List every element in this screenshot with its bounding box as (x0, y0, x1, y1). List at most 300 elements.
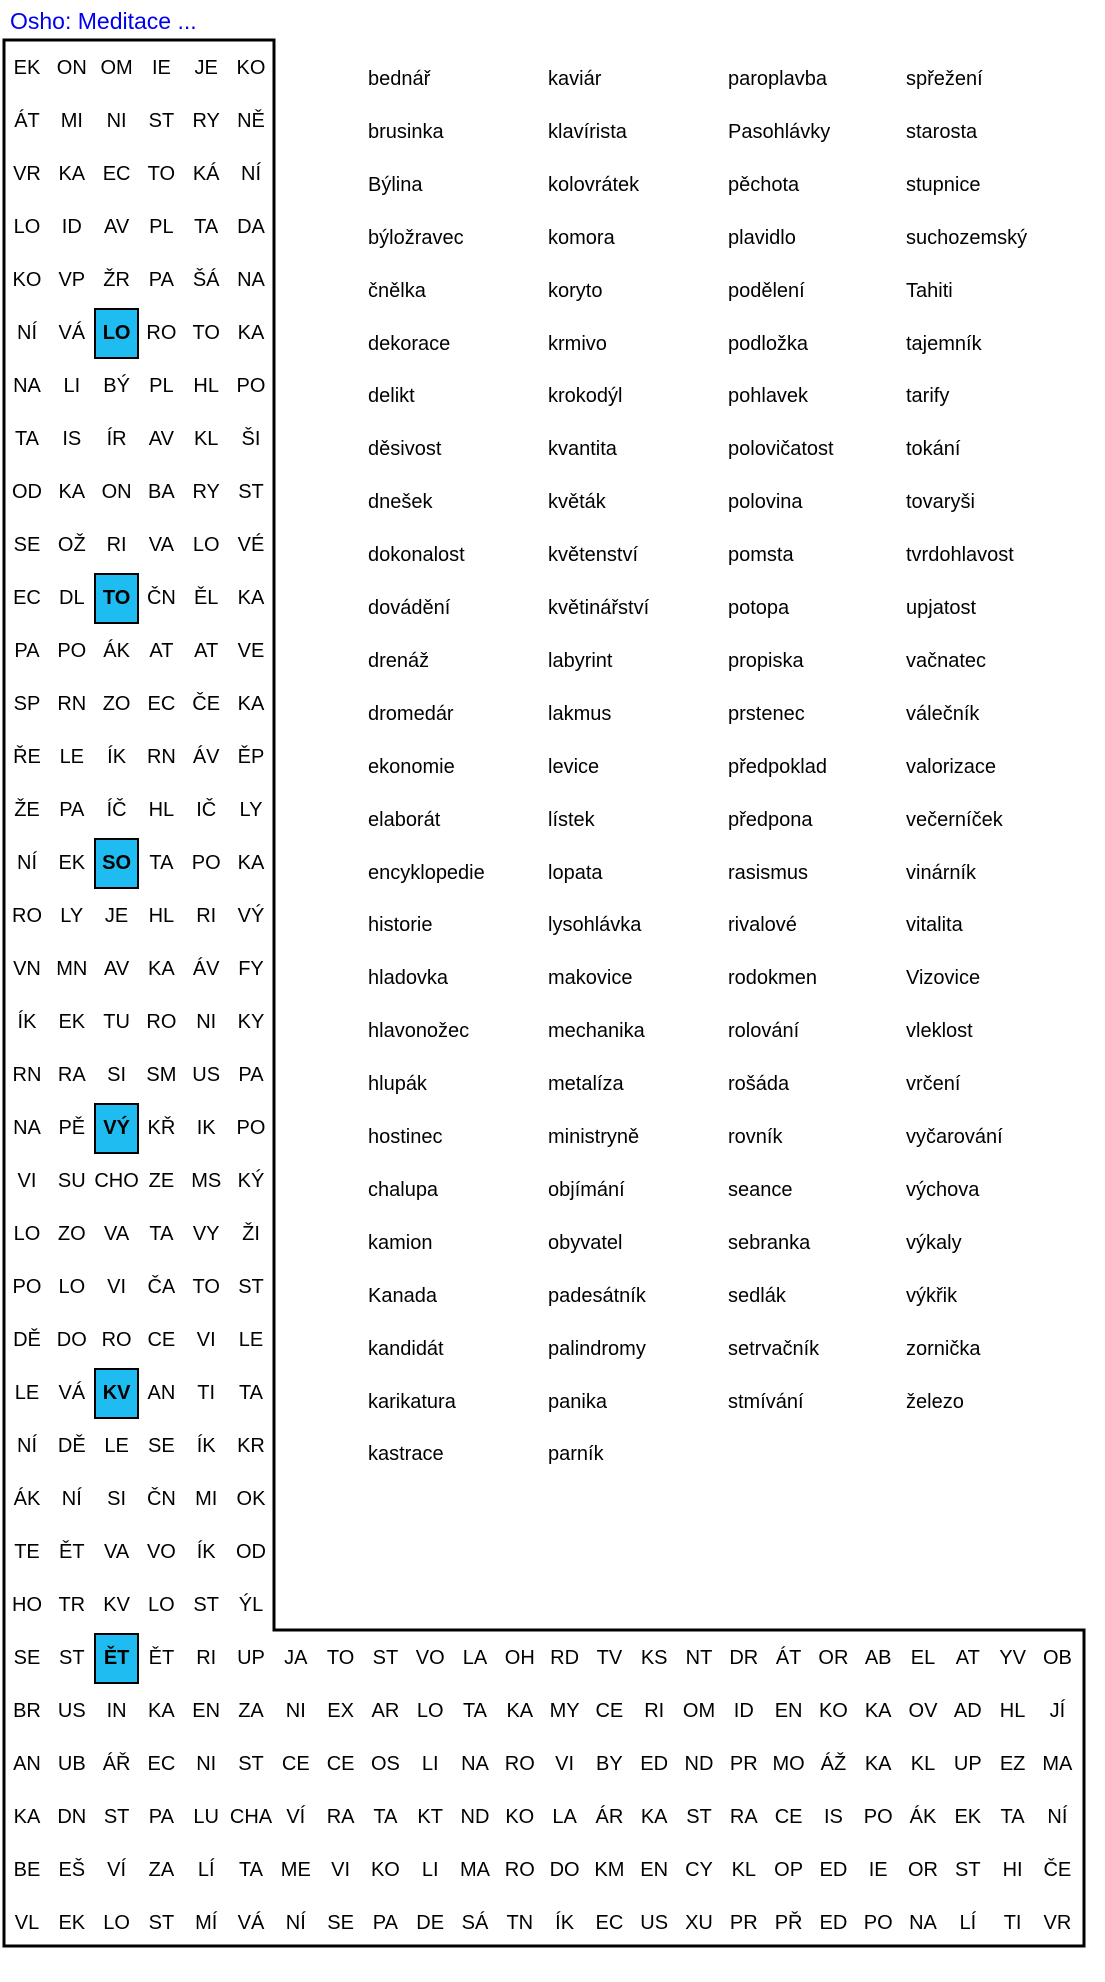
grid-cell: MY (549, 1699, 580, 1722)
word-item: lysohlávka (548, 914, 642, 937)
grid-cell: ND (684, 1752, 714, 1775)
grid-cell: SÁ (461, 1911, 489, 1934)
word-item: výkaly (906, 1231, 962, 1254)
word-item: klavírista (548, 120, 627, 143)
grid-cell: ZA (238, 1699, 264, 1722)
word-item: ministryně (548, 1126, 640, 1148)
word-item: historie (368, 914, 433, 937)
grid-cell: TA (238, 1381, 264, 1404)
grid-cell: EK (58, 1010, 86, 1033)
word-item: delikt (368, 385, 415, 408)
grid-cell: KS (640, 1646, 668, 1669)
grid-cell: OŽ (57, 533, 86, 556)
word-item: kvantita (548, 438, 617, 461)
grid-cell: KL (910, 1752, 936, 1775)
grid-cell: ČE (192, 692, 221, 715)
grid-cell: NA (13, 374, 41, 397)
word-item: starosta (906, 120, 978, 143)
word-item: hlupák (368, 1073, 427, 1096)
grid-cell: ÁT (775, 1646, 802, 1669)
grid-cell: DO (549, 1858, 580, 1881)
grid-cell: ST (59, 1646, 85, 1669)
grid-cell: KA (58, 162, 86, 185)
grid-cell: US (640, 1911, 669, 1934)
grid-cell: TO (94, 573, 139, 624)
word-item: tovaryši (906, 491, 975, 514)
grid-cell: ÁŽ (820, 1752, 847, 1775)
grid-cell: AV (103, 215, 130, 238)
word-item: krokodýl (548, 385, 623, 408)
grid-cell: EC (595, 1911, 624, 1934)
grid-cell: BR (13, 1699, 41, 1722)
word-item: brusinka (368, 120, 444, 143)
word-item: dnešek (368, 491, 433, 514)
grid-cell: PA (148, 1805, 174, 1828)
grid-cell: PA (14, 639, 40, 662)
word-item: potopa (728, 597, 790, 619)
grid-cell: LO (13, 1222, 41, 1245)
grid-cell: SE (327, 1911, 354, 1934)
word-item: suchozemský (906, 226, 1028, 249)
grid-cell: RY (192, 109, 220, 132)
grid-cell: RD (550, 1646, 580, 1669)
grid-cell: US (192, 1063, 221, 1086)
grid-cell: VL (14, 1911, 40, 1934)
grid-cell: ZA (148, 1858, 175, 1881)
grid-cell: RO (101, 1328, 132, 1351)
grid-cell: TO (192, 1275, 220, 1298)
word-item: encyklopedie (368, 861, 485, 884)
word-item: květinářství (548, 597, 650, 619)
grid-cell: ĚP (237, 745, 265, 768)
grid-cell: ÁV (192, 957, 220, 980)
grid-cell: DN (57, 1805, 87, 1828)
word-item: stmívání (728, 1390, 804, 1413)
grid-cell: ÍK (107, 745, 127, 768)
grid-cell: RO (504, 1752, 535, 1775)
word-item: ekonomie (368, 755, 455, 778)
grid-cell: LO (192, 533, 220, 556)
word-item: lakmus (548, 702, 612, 725)
grid-cell: KA (237, 692, 265, 715)
word-item: předpona (728, 808, 813, 831)
grid-cell: SP (13, 692, 41, 715)
grid-cell: TN (506, 1911, 534, 1934)
grid-cell: VÉ (237, 533, 265, 556)
grid-cell: KA (864, 1752, 892, 1775)
grid-cell: ÝL (238, 1593, 264, 1616)
word-item: večerníček (906, 808, 1003, 831)
grid-cell: KO (818, 1699, 848, 1722)
grid-cell: KO (370, 1858, 400, 1881)
word-item: krmivo (548, 332, 607, 355)
word-item: hostinec (368, 1126, 443, 1148)
grid-cell: VA (103, 1540, 130, 1563)
grid-cell: ŠI (241, 427, 261, 450)
word-item: rošáda (728, 1073, 790, 1096)
grid-cell: NÍ (241, 162, 261, 185)
grid-cell: NÍ (285, 1911, 306, 1934)
grid-cell: LE (59, 745, 85, 768)
grid-cell: DL (59, 586, 85, 609)
grid-cell: VO (415, 1646, 445, 1669)
grid-cell: RA (729, 1805, 758, 1828)
word-item: drenáž (368, 649, 430, 672)
grid-cell: TE (14, 1540, 40, 1563)
grid-cell: MA (460, 1858, 490, 1881)
word-item: chalupa (368, 1178, 439, 1201)
grid-cell: EC (147, 692, 176, 715)
word-item: objímání (548, 1178, 625, 1201)
grid-cell: LO (13, 215, 41, 238)
grid-cell: ST (238, 1752, 264, 1775)
grid-cell: SU (57, 1169, 86, 1192)
grid-cell: KŘ (147, 1116, 176, 1139)
grid-cell: MN (56, 957, 88, 980)
word-item: vrčení (906, 1073, 961, 1096)
grid-cell: UP (237, 1646, 265, 1669)
word-item: kamion (368, 1231, 433, 1254)
word-item: levice (548, 755, 600, 778)
grid-cell: ÁK (103, 639, 130, 662)
word-item: propiska (728, 649, 804, 672)
word-item: pomsta (728, 544, 794, 567)
word-item: vyčarování (906, 1126, 1003, 1148)
grid-cell: LO (416, 1699, 444, 1722)
grid-cell: NI (106, 109, 127, 132)
grid-cell: ÁK (13, 1487, 41, 1510)
grid-cell: TI (1003, 1911, 1022, 1934)
grid-cell: KA (237, 586, 265, 609)
grid-cell: TV (596, 1646, 623, 1669)
grid-cell: EC (102, 162, 131, 185)
word-item: zornička (906, 1337, 981, 1360)
grid-cell: RN (146, 745, 176, 768)
grid-cell: IS (823, 1805, 843, 1828)
grid-cell: MA (1042, 1752, 1073, 1775)
grid-cell: HL (148, 798, 175, 821)
grid-cell: EK (954, 1805, 982, 1828)
grid-cell: RI (644, 1699, 665, 1722)
grid-cell: PR (729, 1752, 758, 1775)
grid-cell: ST (955, 1858, 981, 1881)
grid-cell: ED (819, 1858, 848, 1881)
grid-cell: OM (100, 56, 133, 79)
grid-cell: IE (868, 1858, 888, 1881)
word-item: karikatura (368, 1390, 456, 1413)
grid-cell: XU (685, 1911, 713, 1934)
grid-cell: US (57, 1699, 86, 1722)
grid-cell: VE (237, 639, 265, 662)
grid-cell: KV (103, 1593, 130, 1616)
grid-cell: JE (194, 56, 218, 79)
grid-cell: ZO (57, 1222, 86, 1245)
grid-cell: UB (57, 1752, 86, 1775)
grid-cell: PA (372, 1911, 398, 1934)
word-item: parník (548, 1443, 604, 1466)
grid-cell: LE (104, 1434, 129, 1457)
grid-cell: RO (146, 1010, 177, 1033)
grid-cell: LO (94, 308, 139, 359)
grid-cell: OP (774, 1858, 804, 1881)
grid-cell: NA (461, 1752, 489, 1775)
grid-cell: NI (285, 1699, 306, 1722)
grid-cell: LE (14, 1381, 40, 1404)
grid-cell: EC (13, 586, 41, 609)
grid-cell: ST (686, 1805, 712, 1828)
grid-cell: VÝ (237, 904, 265, 927)
word-item: padesátník (548, 1284, 646, 1307)
grid-cell: CHO (94, 1169, 139, 1192)
grid-cell: PŘ (774, 1911, 803, 1934)
grid-cell: PL (149, 215, 174, 238)
grid-cell: LE (238, 1328, 264, 1351)
grid-cell: TR (58, 1593, 86, 1616)
grid-cell: NA (237, 268, 265, 291)
grid-cell: JA (284, 1646, 308, 1669)
word-item: palindromy (548, 1337, 646, 1360)
grid-cell: VA (148, 533, 174, 556)
grid-cell: AV (103, 957, 130, 980)
word-item: rodokmen (728, 967, 817, 990)
grid-cell: VÍ (107, 1858, 127, 1881)
grid-cell: LY (60, 904, 84, 927)
grid-cell: PO (12, 1275, 42, 1298)
word-item: spřežení (906, 68, 983, 90)
grid-cell: AT (194, 639, 219, 662)
grid-cell: ČN (146, 1487, 176, 1510)
grid-cell: DE (416, 1911, 445, 1934)
word-item: kaviár (548, 68, 602, 90)
grid-cell: ME (280, 1858, 311, 1881)
grid-cell: AN (13, 1752, 41, 1775)
word-item: rovník (728, 1126, 783, 1148)
grid-cell: TA (149, 1222, 174, 1245)
grid-cell: DR (729, 1646, 759, 1669)
grid-cell: LU (193, 1805, 219, 1828)
grid-cell: ST (238, 480, 264, 503)
grid-cell: IK (196, 1116, 216, 1139)
grid-cell: OR (908, 1858, 938, 1881)
word-item: rivalové (728, 914, 797, 937)
grid-cell: LÍ (197, 1858, 215, 1881)
grid-cell: RO (504, 1858, 535, 1881)
grid-cell: ÁV (192, 745, 220, 768)
grid-cell: VI (17, 1169, 37, 1192)
grid-cell: ZE (148, 1169, 175, 1192)
word-item: rolování (728, 1020, 800, 1043)
grid-cell: JÍ (1049, 1699, 1066, 1722)
grid-cell: VÍ (286, 1805, 306, 1828)
puzzle-title: Osho: Meditace ... (10, 8, 197, 34)
grid-cell: BE (13, 1858, 41, 1881)
grid-cell: NI (196, 1010, 217, 1033)
grid-cell: ÍK (17, 1010, 37, 1033)
grid-cell: KR (237, 1434, 265, 1457)
grid-cell: TA (14, 427, 40, 450)
grid-cell: MS (191, 1169, 222, 1192)
word-item: dovádění (368, 597, 451, 619)
word-item: plavidlo (728, 226, 796, 249)
grid-cell: NÍ (61, 1487, 82, 1510)
grid-cell: ÁK (909, 1805, 937, 1828)
grid-cell: ŽE (14, 798, 40, 821)
grid-cell: ND (460, 1805, 490, 1828)
grid-cell: RA (326, 1805, 355, 1828)
word-item: metalíza (548, 1073, 624, 1096)
grid-cell: AB (864, 1646, 892, 1669)
grid-cell: PA (148, 268, 174, 291)
word-item: prstenec (728, 702, 805, 725)
grid-cell: VÁ (237, 1911, 265, 1934)
grid-cell: VÁ (58, 1381, 86, 1404)
grid-cell: IN (106, 1699, 127, 1722)
grid-cell: EK (13, 56, 41, 79)
word-item: děsivost (368, 438, 442, 461)
word-item: Vizovice (906, 967, 981, 990)
grid-cell: OR (818, 1646, 849, 1669)
grid-cell: BY (596, 1752, 623, 1775)
grid-cell: AT (149, 639, 174, 662)
word-item: hladovka (368, 967, 449, 990)
grid-cell: KL (731, 1858, 757, 1881)
word-item: železo (906, 1390, 964, 1413)
grid-cell: ON (101, 480, 132, 503)
grid-cell: AV (148, 427, 174, 450)
grid-cell: KA (506, 1699, 534, 1722)
grid-cell: ÍR (106, 427, 127, 450)
grid-cell: OS (370, 1752, 400, 1775)
grid-cell: NÍ (17, 321, 37, 344)
grid-cell: RY (192, 480, 220, 503)
grid-cell: TU (103, 1010, 130, 1033)
grid-cell: SE (148, 1434, 175, 1457)
grid-cell: RN (12, 1063, 42, 1086)
grid-cell: LA (552, 1805, 577, 1828)
grid-cell: PO (863, 1805, 893, 1828)
grid-cell: OM (682, 1699, 716, 1722)
grid-cell: TA (462, 1699, 488, 1722)
grid-cell: ĚT (148, 1646, 175, 1669)
grid-cell: PO (863, 1911, 893, 1934)
grid-cell: KO (12, 268, 42, 291)
grid-cell: ĚL (193, 586, 219, 609)
grid-cell: RI (106, 533, 127, 556)
grid-cell: KA (148, 1699, 175, 1722)
grid-cell: KA (58, 480, 86, 503)
grid-cell: VO (146, 1540, 176, 1563)
grid-cell: VÁ (58, 321, 86, 344)
grid-cell: KA (13, 1805, 41, 1828)
grid-cell: SE (13, 533, 41, 556)
grid-cell: PR (729, 1911, 758, 1934)
grid-cell: DĚ (57, 1434, 86, 1457)
word-item: valorizace (906, 755, 997, 778)
word-item: upjatost (906, 597, 977, 619)
word-item: tvrdohlavost (906, 544, 1014, 567)
grid-cell: RO (12, 904, 42, 927)
grid-cell: MÍ (195, 1911, 218, 1934)
word-item: setrvačník (728, 1337, 820, 1360)
grid-cell: VI (331, 1858, 351, 1881)
grid-cell: LO (103, 1911, 130, 1934)
word-item: vleklost (906, 1020, 973, 1043)
word-item: labyrint (548, 649, 613, 672)
grid-cell: ST (238, 1275, 264, 1298)
grid-cell: ŠÁ (192, 268, 220, 291)
grid-cell: CE (595, 1699, 624, 1722)
word-item: bednář (368, 68, 431, 90)
grid-cell: KÝ (237, 1169, 265, 1192)
word-item: seance (728, 1178, 793, 1201)
word-item: válečník (906, 702, 980, 725)
word-item: lístek (548, 808, 595, 831)
word-item: koryto (548, 279, 603, 302)
word-item: dromedár (368, 702, 454, 725)
grid-cell: CE (326, 1752, 355, 1775)
grid-cell: RO (146, 321, 177, 344)
word-item: Býlina (368, 173, 423, 196)
word-item: paroplavba (728, 68, 827, 90)
word-item: květenství (548, 544, 639, 567)
grid-cell: ID (61, 215, 82, 238)
grid-cell: CE (281, 1752, 310, 1775)
word-item: výkřik (906, 1284, 958, 1307)
grid-cell: LI (421, 1858, 439, 1881)
word-item: polovičatost (728, 438, 834, 461)
grid-cell: DO (56, 1328, 87, 1351)
grid-cell: EK (58, 851, 86, 874)
grid-cell: KY (237, 1010, 265, 1033)
grid-cell: SM (146, 1063, 177, 1086)
grid-cell: ČE (1043, 1858, 1072, 1881)
grid-cell: LI (421, 1752, 439, 1775)
grid-cell: ÁT (14, 109, 40, 132)
grid-cell: NI (196, 1752, 217, 1775)
grid-cell: KA (864, 1699, 892, 1722)
grid-cell: RI (196, 1646, 217, 1669)
word-item: panika (548, 1390, 607, 1413)
grid-cell: NT (685, 1646, 713, 1669)
grid-cell: PL (149, 374, 174, 397)
grid-cell: ID (733, 1699, 754, 1722)
grid-cell: VR (1043, 1911, 1072, 1934)
grid-cell: ĚT (59, 1540, 85, 1563)
grid-cell: KV (94, 1368, 139, 1419)
grid-cell: OK (236, 1487, 266, 1510)
word-item: elaborát (368, 808, 441, 831)
grid-cell: VI (555, 1752, 575, 1775)
grid-cell: PA (59, 798, 85, 821)
word-item: sebranka (728, 1231, 811, 1254)
word-item: dekorace (368, 332, 451, 355)
grid-cell: DĚ (13, 1328, 41, 1351)
grid-cell: KA (237, 321, 265, 344)
word-item: podělení (728, 279, 805, 302)
grid-cell: EN (640, 1858, 669, 1881)
grid-cell: VP (58, 268, 86, 291)
grid-cell: SI (107, 1487, 127, 1510)
word-item: komora (548, 226, 615, 249)
grid-cell: KA (148, 957, 175, 980)
grid-cell: ST (148, 1911, 175, 1934)
word-item: kastrace (368, 1443, 444, 1466)
grid-cell: BA (148, 480, 175, 503)
grid-cell: AN (147, 1381, 176, 1404)
grid-cell: KO (505, 1805, 535, 1828)
grid-cell: ŽR (103, 268, 130, 291)
grid-cell: VI (107, 1275, 127, 1298)
